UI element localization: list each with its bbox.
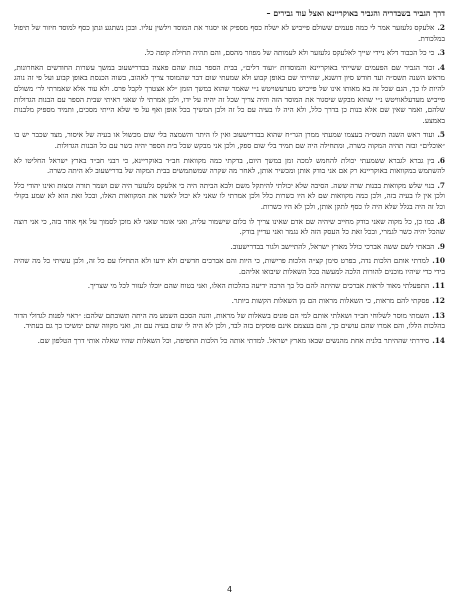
paragraph-number: 14. xyxy=(432,335,445,345)
paragraph-text: הבאתי לשם ששה אברכי כולל מארץ ישראל, להתיישב ולגור בבדרישעוב. xyxy=(230,241,435,251)
paragraph xyxy=(14,296,445,307)
paragraph-number: 6. xyxy=(437,155,445,165)
paragraph-number: 7. xyxy=(437,180,445,190)
paragraph-text: השמתי מוסר לשלוחי חב״ד ושאלתי אותם למי הם פונים בשאלות של מראות, והנה הסכם השמע מה היתה תשובתם שלהם: ״ראוי לפנות לגדולי הדור בהלכות הללו, והם אמרו שהם עושים כך, והם בעצמם אינם פוסקים בזה לבד, ולכן לא היה לי שום בעיה עם זה, ואני מקווה שהם ימשיכו כך גם בעתיד. xyxy=(14,310,445,331)
paragraph xyxy=(14,311,445,332)
paragraph-list xyxy=(14,23,445,346)
paragraph-number: 10. xyxy=(432,256,445,266)
paragraph-text: אלעקס גלעזער אמר לי כמה פעמים ששולם פייביש לא ישלח כסף מספיק אז יסגור את המוסד וילשין עליו. ובכן נשתגע ונתן כסף למוסד חיזור של תיפול במלכודת. xyxy=(14,23,445,43)
paragraph-text: זכור הגביר שם הפעמים ששייתי באוקריינא והמוסדות ״ועוד דלים״, בבית הספר בנות שהם פאצה בבדרישעוב במשך עשרות החודשים האחרונות, מראש השנה תשס״ה ועד חודש סיון דושנא, שהייתי שם באופן קבוע ולא שמעתי שום דבר שהמוסד צריך לאהוב, בשוה הכנסת באופן קבוע ועל פי זה נוהג להיות לו כך, הגם שכל זה בא מאותו אינו של פייביש מערעשויטש נ״י שאמר שהוא במשך הזמן ״לא אצטרך לקבל פרס. ולא עוד אלא שאמרתי לר׳ משולם פייביש מעדעלאוויטש נ״י שהוא מבקש שיסגור את המוסד הזה והיה צריך שכל זה יהיה על ידו, ולכן אמרתי לו שאני ראיתי שבית הספר עם הבנות הגדולות שלהם, ואמר שאין שם אלא בנות כן בדרך כלל, ולא היה לו בעיה עם כל זה ולכן המשיך בכל אופן ואף על פי שלא הייתי מסכים, ותמיד מספיק מלבנות באמצע. xyxy=(14,62,445,125)
paragraph xyxy=(14,130,445,151)
paragraph-number: 3. xyxy=(437,48,445,58)
paragraph-text: התפעלתי מאוד לראות אברכים שהיתה להם כל כך הרבה ידיעה בהלכות האלו, ואני בטוח שהם יוכלו לעזור לכל מי שצריך. xyxy=(87,281,430,291)
paragraph xyxy=(14,217,445,238)
paragraph-text: כי כל הכבוד דלא ניידי שייך לאלעקס גלעזער ולא לעמותה של מפוזר מהסם, והם תהיה תחילת קופה כל. xyxy=(144,48,435,58)
paragraph xyxy=(14,256,445,277)
paragraph-text: למדתי אותם הלכות נדה, בפרט סימן קצ״ה הלכות פרישות, כי היות והם אברכים חדשים ולא ידעו ולא התחילו עם כל זה, ולכן עשיתי כל מה שהיה בידי כדי שיהיו מוכנים להורות הלכה למעשה בכל השאלות שיבואו אליהם. xyxy=(14,256,445,276)
paragraph-text: כמו כן, כל מקוה שאני בודק מחייב שיהיה שם אדם שאינו צריך לו כלום שישמור עליה, ואני אומר שאני לא מוכן לסמוך על אף אחד בזה, כי אני רוצה שהכל יהיה כשר לגמרי, ובכל זאת כל העסק הזה לא נגמר ואני עדיין בודק. xyxy=(14,216,445,237)
section-heading: דרך הגביר בשבדריה והגביר באוקריינא ואצל עוד גבירים – xyxy=(266,8,445,18)
paragraph-number: 13. xyxy=(432,310,445,320)
paragraph-text: בנוי שלש מקוואות בבנות שרה ששה. הסיבה שלא יכולתי להיתקל משם ולבא הביתה היה כי אלעקס גלעזער היה שם ושמר תורה ומצות ואינו יהודי כלל ולכן אין לו בעיה בזה, ולכן כמה מקוואות שם לא היו כשרות כלל ולכן אמרתי לו שאני לא יכול לאשר את המקוואות האלו, ובכל זאת הוא לא שמע בקולי וכל זה היה בגלל שלא היה לו כסף לתקן אותן, ולכן לא היו כשרות. xyxy=(14,180,445,211)
paragraph-text: סידרתי שההיתר בלנית אחת מהנשים שבאו מארץ ישראל. למדתי אותה כל הלכות החפיפה, וכל השאלות שהיו שאלה אותי דרך הטלפון שם. xyxy=(37,335,430,345)
paragraph xyxy=(14,242,445,253)
paragraph-number: 2. xyxy=(437,23,445,32)
paragraph xyxy=(14,23,445,44)
paragraph-number: 8. xyxy=(437,216,445,226)
paragraph-text: ועוד ראש השנה תשס״ה בעצמו שמעתי ממרן הגר״ח שהוא בבדרישעוב ואין לו היתר והשמצה בלי שום מכשול או בעיה של איסור, מצד שכבר יש בו ״אוכלים״ ובזה תהיה המקוה כשרה, ומתחילה היה שם תמיד בלי שום ספק, ולכן אני מבקש שכל בית הספר יהיה כשר עם כל הבנות הגדולות. xyxy=(14,130,445,150)
paragraph-text: פסקתי להם מראות, כי השאלות מראות הם מן השאלות הקשות ביותר. xyxy=(231,296,430,306)
paragraph xyxy=(14,336,445,347)
paragraph xyxy=(14,63,445,127)
paragraph-number: 11. xyxy=(432,281,445,291)
paragraph xyxy=(14,181,445,213)
paragraph-number: 5. xyxy=(437,130,445,140)
paragraph xyxy=(14,281,445,292)
paragraph-number: 12. xyxy=(432,296,445,306)
document-page xyxy=(14,8,445,588)
paragraph-number: 9. xyxy=(437,241,445,251)
page-number: 4 xyxy=(226,585,233,594)
paragraph-text: בין גברא לגברא ששמעתי יכולת להחמש למכה זמן במשך היום, בדקתי כמה מקוואות חב״ד באוקריינא, כי רבני חב״ד בארץ ישראל החליטו לא להשתמש במקוואות באוקריינא רק אם אני בודק אותן ומכשיר אותן, לאחר מה שקרה שמשתמשים בבית המקוה של בדרישעוב לא היתה כשרה. xyxy=(14,155,445,176)
paragraph xyxy=(14,48,445,59)
paragraph-number: 4. xyxy=(437,62,445,72)
paragraph xyxy=(14,156,445,177)
